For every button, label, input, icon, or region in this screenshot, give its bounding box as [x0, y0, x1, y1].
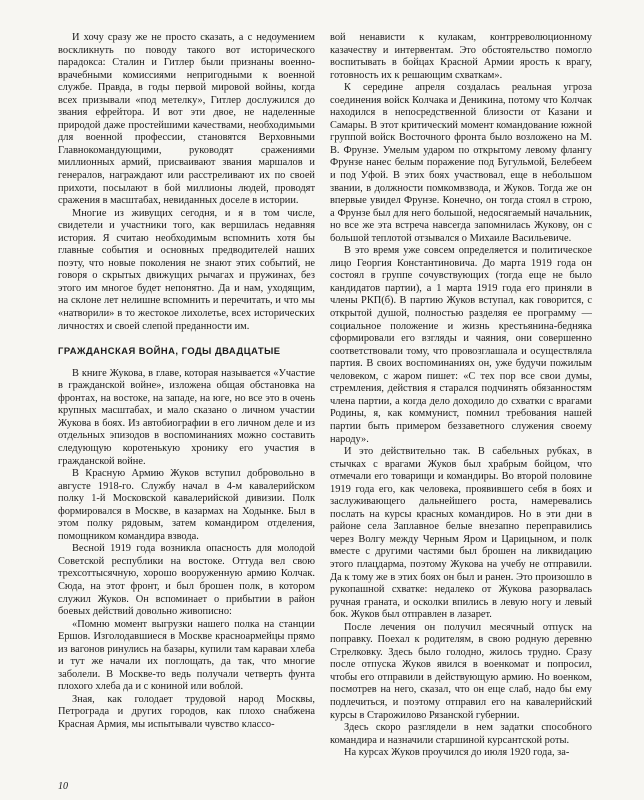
paragraph: В Красную Армию Жуков вступил добровольно в августе 1918-го. Службу начал в 4-м кавалерийском полку 1-й Московской кавалерийской дивизии. Полк формировался в Москве, в казармах на Ходынке. Был в этом полку рядовым, затем командиром отделения, помощником командира взвода.	[58, 468, 315, 542]
paragraph: И хочу сразу же не просто сказать, а с недоумением воскликнуть по поводу такого вот исторического парадокса: Сталин и Гитлер были признаны военно-врачебными комиссиями непригодными к военной службе. Правда, в годы первой мировой войны, когда всех призывали «под метелку», Гитлер дослужился до звания ефрейтора. И вот эти двое, не наделенные природой даже простейшими качествами, необходимыми для военной профессии, становятся Верховными Главнокомандующими, руководят сражениями миллионных армий, присваивают звания маршалов и генералов, награждают или расстреливают их по своей прихоти, посылают в бой миллионы людей, проводят сражения в масштабах, невиданных доселе в истории.	[58, 32, 315, 207]
left-column	[58, 32, 315, 777]
paragraph: В книге Жукова, в главе, которая называется «Участие в гражданской войне», изложена общая обстановка на фронтах, на востоке, на западе, на юге, но все это в очень крупных масштабах, и мало сказано о личном участии Жукова в боях. Из автобиографии в его личном деле и из отдельных эпизодов в воспоминаниях можно составить следующую коротенькую хронику его участия в гражданской войне.	[58, 367, 315, 467]
paragraph: Здесь скоро разглядели в нем задатки способного командира и назначили старшиной курсантской роты.	[330, 722, 592, 746]
paragraph: К середине апреля создалась реальная угроза соединения войск Колчака и Деникина, потому что Колчак находился в непосредственной близости от Казани и Самары. В этот критический момент командование южной группой войск Восточного фронта было возложено на М. В. Фрунзе. Умелым ударом по открытому левому флангу Фрунзе нанес белым поражение под Бугульмой, Белебеем и под Уфой. В этих боях участвовал, еще в небольшом звании, в должности помкомвзвода, и Жуков. Тогда же он впервые увидел Фрунзе. Конечно, он тогда стоял в строю, а Фрунзе был для него большой, недосягаемый начальник, но все же эта встреча навсегда запомнилась Жукову, он с большой теплотой отзывался о Михаиле Васильевиче.	[330, 82, 592, 244]
paragraph: Многие из живущих сегодня, и я в том числе, свидетели и участники того, как вершилась недавняя история. Я считаю необходимым вспомнить хотя бы главные события и основных предводителей наших поэту, что новые поколения не знают этих событий, не говоря о скрытых движущих рычагах и пружинах, без этого им многое будет непонятно. Да и нам, уходящим, на склоне лет нелишне вспомнить и перечитать, и что мы «натворили» в то жестокое лихолетье, всех исторических личностях и своей слепой преданности им.	[58, 207, 315, 332]
paragraph: вой ненависти к кулакам, контрреволюционному казачеству и интервентам. Это обстоятельство помогло воспитывать в бойцах Красной Армии ярость к врагу, готовность их к решающим схваткам».	[330, 32, 592, 81]
paragraph: И это действительно так. В сабельных рубках, в стычках с врагами Жуков был храбрым бойцом, что отмечали его товарищи и командиры. Во второй половине 1919 года его, как человека, проявившего себя в боях и заслуживающего дальнейшего роста, намеревались послать на курсы красных командиров. Но в эти дни в районе села Заплавное белые внезапно переправились через Волгу между Черным Яром и Царицыном, и полк вместе с другими частями был брошен на ликвидацию этого плацдарма, поэтому Жукова на учебу не отправили. Да к тому же в этих боях он был и ранен. Это произошло в рукопашной схватке: недалеко от Жукова разорвалась ручная граната, и осколки впились в левую ногу и левый бок. Жуков был отправлен в лазарет.	[330, 446, 592, 621]
paragraph: На курсах Жуков проучился до июля 1920 года, за-	[344, 747, 570, 759]
right-column	[330, 32, 592, 777]
page-number: 10	[58, 781, 68, 792]
quote-paragraph: «Помню момент выгрузки нашего полка на станции Ершов. Изголодавшиеся в Москве красноармейцы прямо из вагонов ринулись на базары, купили там караваи хлеба и тут же начали их поглощать, да так, что многие заболели. В Москве-то ведь получали четверть фунта плохого хлеба да и с кониной или воблой.	[58, 618, 315, 693]
paragraph: В это время уже совсем определяется и политическое лицо Георгия Константиновича. До марта 1919 года он состоял в группе сочувствующих (тогда еще не было кандидатов партии), а 1 марта 1919 года его приняли в члены РКП(б). В партию Жуков вступал, как говорится, с открытой душой, полностью разделяя ее программу — социальное положение и жизнь крестьянина-бедняка сформировали его взгляды и чаяния, они совершенно соответствовали тому, что провозглашала и осуществляла партия. В своих воспоминаниях он, уже будучи пожилым человеком, с жаром пишет: «С тех пор все свои думы, стремления, действия я старался подчинять обязанностям члена партии, а когда дело доходило до схватки с врагами Родины, я, как коммунист, помнил требования нашей партии быть примером беззаветного служения своему народу».	[330, 245, 592, 445]
section-heading: ГРАЖДАНСКАЯ ВОЙНА, ГОДЫ ДВАДЦАТЫЕ	[58, 345, 281, 357]
paragraph: Зная, как голодает трудовой народ Москвы, Петрограда и других городов, как плохо снабжена Красная Армия, мы испытывали чувство классо-	[58, 693, 315, 730]
paragraph: После лечения он получил месячный отпуск на поправку. Поехал к родителям, в свою родную деревню Стрелковку. Здесь было голодно, жилось трудно. Сразу после отпуска Жуков явился в военкомат и попросил, чтобы его отправили в действующую армию. Но военком, посмотрев на него, сказал, что он еще слаб, надо бы ему подлечиться, и поэтому отправил его на кавалерийский курсы в Старожилово Рязанской губернии.	[330, 621, 592, 721]
paragraph: Весной 1919 года возникла опасность для молодой Советской республики на востоке. Оттуда вел свою трехсоттысячную, хорошо вооруженную армию Колчак. Сюда, на этот фронт, и был брошен полк, в котором служил Жуков. Он вспоминает о прибытии в район боевых действий довольно живописно:	[58, 543, 315, 618]
